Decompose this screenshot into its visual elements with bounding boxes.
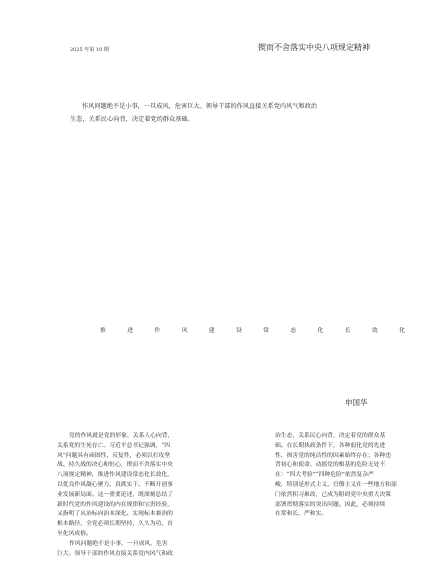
heading-char: 作 (154, 328, 161, 334)
abstract-line: 作风问题绝不是小事，一旦成风，危害巨大。领导干部的作风直接关系党内风气和政治 (82, 103, 318, 110)
heading-char: 长 (344, 328, 351, 334)
body-line: 巨大。领导干部的作风直接关系党内风气和政 (57, 550, 173, 557)
heading-char: 效 (371, 328, 378, 334)
body-column-left (57, 432, 217, 559)
body-column-right (275, 432, 410, 520)
spread-heading (100, 325, 405, 334)
issue-label: 2025 年第 10 期 (70, 47, 109, 53)
body-line: 关系党的生死存亡。习近平总书记强调，“四 (57, 442, 171, 449)
heading-char: 推 (100, 328, 106, 334)
heading-char: 态 (290, 328, 297, 334)
body-line: 础。在长期执政条件下，各种弱化党的先进 (275, 442, 386, 449)
body-line: 战、持久战的决心和恒心，锲而不舍落实中央 (57, 462, 173, 469)
body-line: 作风问题绝不是小事，一旦成风，危害 (69, 540, 168, 547)
abstract (70, 100, 370, 126)
body-line: 业发展新局面。这一重要论述，既深刻总结了 (57, 491, 173, 498)
body-line: 八项规定精神，推进作风建设常态化长效化， (57, 472, 173, 479)
body-line: 门依然积习难改，已成为阻碍党中央重大决策 (275, 491, 391, 498)
author-name: 申国华 (345, 398, 368, 407)
body-line: 峻，特别是形式主义、官僚主义在一些地方和部 (275, 481, 397, 488)
body-line: 治生态，关系民心向背，决定着党的群众基 (275, 433, 386, 439)
body-line: 以优良作风凝心聚力、真抓实干、不断开创事 (57, 481, 173, 488)
heading-char: 常 (263, 328, 269, 334)
body-line: 党的作风就是党的形象，关系人心向背， (69, 433, 174, 439)
body-line: 在：“四大考验”“四种危险”依然复杂严 (275, 472, 374, 479)
body-line: 性、损害党的纯洁性的因素始终存在；各种违 (275, 452, 391, 459)
heading-char: 建 (208, 328, 215, 334)
body-line: 至化风成俗。 (57, 530, 92, 537)
body-line: 新时代党的作风建设的内在规律和宝贵经验， (57, 501, 173, 508)
body-line: 在常和长、严和实。 (275, 511, 328, 518)
heading-char: 风 (181, 328, 188, 334)
heading-char: 进 (127, 328, 133, 334)
body-line: 风”问题具有顽固性、反复性，必须以打攻坚 (57, 452, 171, 459)
body-line: 背初心和使命、动摇党的根基的危险无处不 (275, 462, 386, 469)
heading-char: 化 (399, 328, 405, 334)
abstract-line: 生态，关系民心向背，决定着党的群众基础。 (70, 116, 194, 123)
heading-char: 设 (235, 328, 242, 334)
page-title: 锲而不舍落实中央八项规定精神 (258, 43, 370, 52)
body-line: 又指明了从治标向治本深化、实现标本兼治的 (57, 511, 173, 518)
body-line: 部署贯彻落实的突出问题。因此，必须持续 (275, 501, 386, 508)
heading-char: 化 (317, 328, 324, 334)
body-line: 根本路径，全党必须长期坚持、久久为功，直 (57, 521, 173, 528)
